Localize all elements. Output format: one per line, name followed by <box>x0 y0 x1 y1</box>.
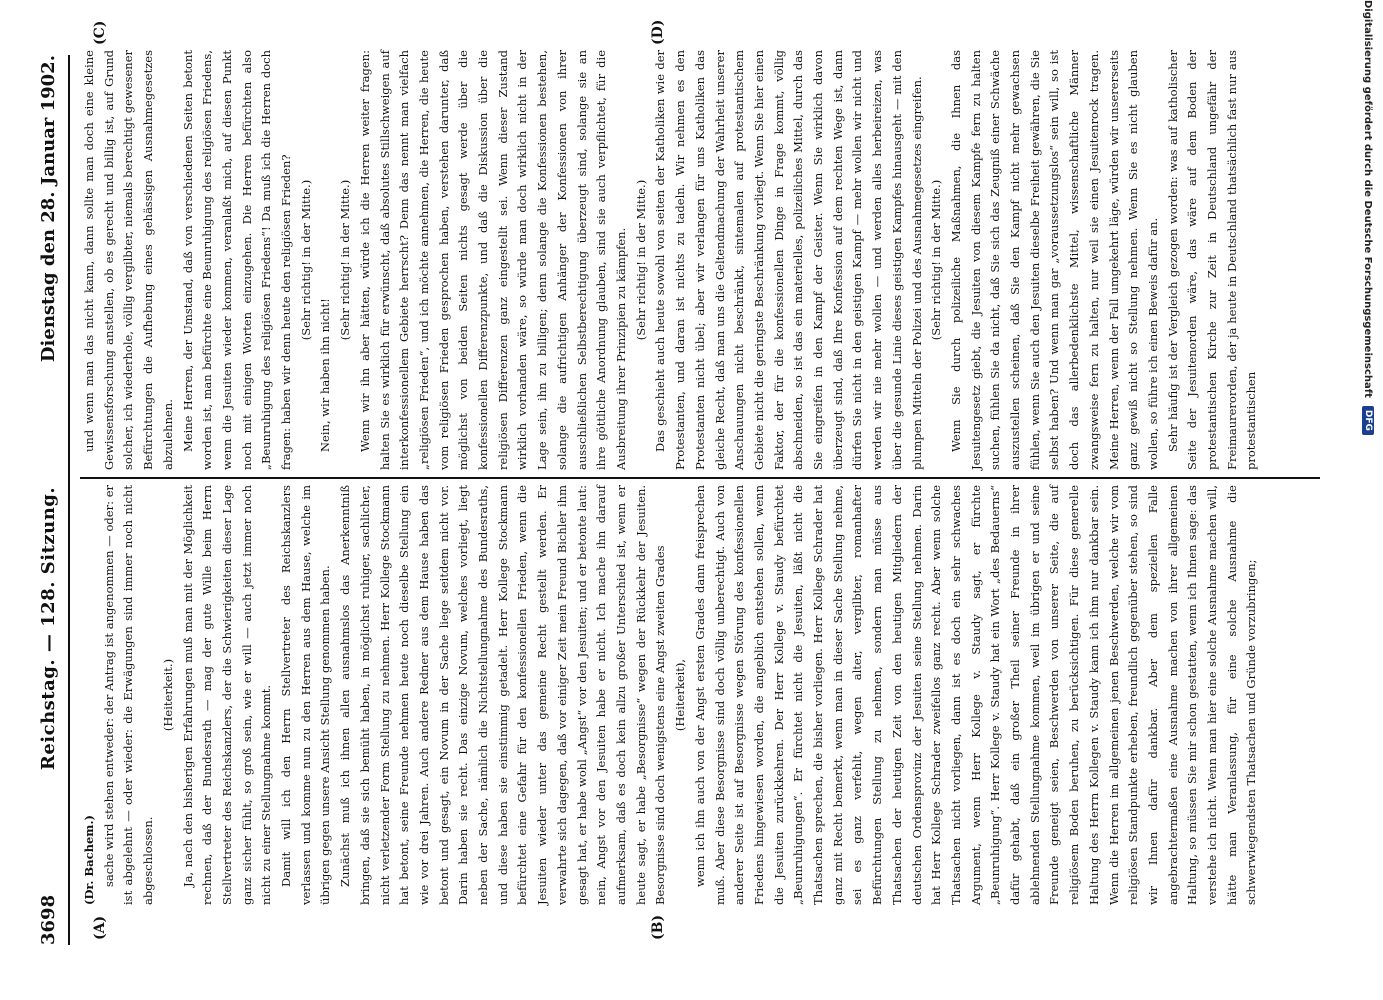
margin-marker-c: (C) <box>92 20 108 45</box>
speaker-name: (Dr. Bachem.) <box>82 815 96 905</box>
interjection: (Heiterkeit), <box>673 658 688 732</box>
page-header <box>38 55 70 945</box>
margin-marker-b: (B) <box>650 914 666 940</box>
credit-text: Digitalisierung gefördert durch die Deutsche Forschungsgemeinschaft <box>1362 0 1374 398</box>
left-column <box>80 485 1280 905</box>
paragraph: Nein, wir haben ihn nicht! <box>318 298 333 452</box>
paragraph: Wenn Sie durch polizeiliche Maßnahmen, die Ihnen das Jesuitengesetz giebt, die Jesuiten von diesem Kampfe fern zu halten suchen, fühlen Sie da nicht, daß Sie sich das Zeugniß einer Schwäche auszustellen scheinen, daß Sie den Kampf nicht mehr gewachsen fühlen, wenn Sie auch den Jesuiten dieselbe Freiheit gewähren, die Sie selbst haben? Und wenn man gar „voraussetzungslos“ sein will, so ist doch das allerbedenklichste Mittel, wissenschaftliche Männer zwangsweise fern zu halten, nur weil sie einen Jesuitenrock tragen. Meine Herren, wenn der Fall umgekehrt läge, würden wir unsererseits ganz gewiß nicht so Stellung nehmen. Wenn Sie es nicht glauben wollen, so führe ich einen Beweis dafür an. <box>948 50 1160 470</box>
paragraph: Meine Herren, der Umstand, daß von verschiedenen Seiten betont worden ist, man befürchte eine Beunruhigung des religiösen Friedens, wenn die Jesuiten wieder kommen, veranlaßt mich, auf diesen Punkt noch mit einigen Worten einzugehen. Die Herren befürchten also „Beunruhigung des religiösen Friedens“! Da muß ich die Herren doch fragen: haben wir denn heute den religiösen Frieden? <box>180 50 294 470</box>
margin-marker-a: (A) <box>92 915 108 940</box>
paragraph: Damit will ich den Herrn Stellvertreter des Reichskanzlers verlassen und komme nun zu den Herren aus dem Hause, welche im übrigen gegen unsere Ansicht Stellung genommen haben. <box>279 485 333 905</box>
margin-marker-d: (D) <box>650 19 666 45</box>
digitization-credit <box>1357 0 1379 1000</box>
paragraph: Sehr häufig ist der Vergleich gezogen worden: was auf katholischer Seite der Jesuitenorden wäre, das wäre auf dem Boden der protestantischen Kirche zur Zeit in Deutschland ungefähr der Freimaurerorden, der ja heute in Deutschland thatsächlich fast nur aus protestantischen <box>1165 50 1259 470</box>
interjection: (Sehr richtig! in der Mitte.) <box>298 179 313 341</box>
dfg-logo: DFG <box>1362 406 1374 435</box>
paragraph: Das geschieht auch heute sowohl von seiten der Katholiken wie der Protestanten, und daran ist nichts zu tadeln. Wir nehmen es den Protestanten nicht übel; aber wir verlangen für uns Katholiken das gleiche Recht, daß man uns die Geltendmachung der Wahrheit unserer Anschauungen nicht beschränkt, sintemalen auf protestantischem Gebiete nicht die geringste Beschränkung vorliegt. Wenn Sie hier einen Faktor, der für die konfessionellen Dinge in Frage kommt, völlig abschneiden, so ist das ein materielles, polizeiliches Mittel, durch das Sie eingreifen in den Kampf der Geister. Wenn Sie wirklich davon überzeugt sind, daß Ihre Konfession auf dem rechten Wege ist, dann dürfen Sie nicht in den geistigen Kampf — mehr wollen wir nicht und werden wir nie mehr wollen — und werden alles herbeireizen, was über die gesunde Linie dieses geistigen Kampfes hinausgeht — mit den plumpen Mitteln der Polizei und des Ausnahmegesetzes eingreifen. <box>653 50 924 470</box>
right-column <box>80 50 1280 470</box>
paragraph: wenn ich ihn auch von der Angst ersten Grades dann freisprechen muß. Aber diese Besorgnisse sind doch völlig unberechtigt. Auch von anderer Seite ist auf Besorgnisse wegen Störung des konfessionellen Friedens hingewiesen worden, die angeblich entstehen sollen, wenn die Jesuiten zurückkehren. Der Herr Kollege v. Staudy befürchtet „Beunruhigungen“. Er fürchtet nicht die Jesuiten, läßt nicht die Thatsachen sprechen, die bisher vorliegen. Herr Kollege Schrader hat ganz mit Recht bemerkt, wenn man in dieser Sache Stellung nehme, sei es ganz verfehlt, wegen alter, vergilbter, romanhafter Befürchtungen Stellung zu nehmen, sondern man müsse aus Thatsachen der heutigen Zeit von den heutigen Mitgliedern der deutschen Ordensprovinz der Jesuiten seine Stellung nehmen. Darin hat Herr Kollege Schrader zweifellos ganz recht. Aber wenn solche Thatsachen nicht vorliegen, dann ist es doch ein sehr schwaches Argument, wenn Herr Kollege v. Staudy sagt, er fürchte „Beunruhigung“. Herr Kollege v. Staudy hat ein Wort „des Bedauerns“ dafür gehabt, daß ein großer Theil seiner Freunde in ihrer ablehnenden Stellungnahme kommen, weil im übrigen er und seine Freunde geneigt seien, Beschwerden von unserer Seite, die auf religiösem Boden beruhen, zu berücksichtigen. Für diese generelle Haltung des Herrn Kollegen v. Staudy kann ich ihm nur dankbar sein. Wenn die Herren im allgemeinen jenen Beschwerden, welche wir vom religiösen Standpunkte erheben, freundlich gegenüber stehen, so sind wir Ihnen dafür dankbar. Aber dem speziellen Falle angebrachtermaßen eine Ausnahme machen von ihrer allgemeinen Haltung, so müssen Sie mir schon gestatten, wenn ich Ihnen sage: das verstehe ich nicht. Wenn man hier eine solche Ausnahme machen will, hätte man Veranlassung, für eine solche Ausnahme die schwerwiegendsten Thatsachen und Gründe vorzubringen; <box>692 485 1259 905</box>
session-title: Reichstag. — 128. Sitzung. <box>38 486 59 771</box>
paragraph: und wenn man das nicht kann, dann sollte man doch eine kleine Gewissensforschung anstellen, ob es gerecht und billig ist, auf Grund solcher, ich wiederhole, völlig vergilbter, niemals berechtigt gewesener Befürchtungen die Aufhebung eines gehässigen Ausnahmegesetzes abzulehnen. <box>82 50 175 470</box>
interjection: (Sehr richtig! in der Mitte.) <box>338 179 353 341</box>
paragraph: Ja, nach den bisherigen Erfahrungen muß man mit der Möglichkeit rechnen, daß der Bundesrath — mag der gute Wille beim Herrn Stellvertreter des Reichskanzlers, der die Schwierigkeiten dieser Lage ganz sicher fühlt, so groß sein, wie er will — auch jetzt immer noch nicht zu einer Stellungnahme kommt. <box>180 485 274 905</box>
paragraph: Wenn wir ihn aber hätten, würde ich die Herren weiter fragen: halten Sie es wirklich für erwünscht, daß absolutes Stillschweigen auf interkonfessionellem Gebiete herrscht? Denn das nennt man vielfach „religiösen Frieden“, und ich möchte annehmen, die Herren, die heute vom religiösen Frieden gesprochen haben, verstehen darunter, daß möglichst von beiden Seiten nichts gesagt werde über die konfessionellen Differenzpunkte, und daß die Diskussion über die religiösen Differenzen ganz eingestellt sei. Wenn dieser Zustand wirklich vorhanden wäre, so würde man doch wirklich nicht in der Lage sein, ihn zu billigen; denn solange die Konfessionen bestehen, solange die aufrichtigen Anhänger der Konfessionen von ihrer ausschließlichen Selbstberechtigung überzeugt sind, solange sie an ihre göttliche Anordnung glauben, sind sie auch verpflichtet, für die Ausbreitung ihrer Prinzipien zu kämpfen. <box>357 50 628 470</box>
paragraph: Zunächst muß ich ihnen allen ausnahmslos das Anerkenntniß bringen, daß sie sich bemüht haben, in möglichst ruhiger, sachlicher, nicht verletzender Form Stellung zu nehmen. Herr Kollege Stockmann hat betont, seine Freunde nehmen heute noch dieselbe Stellung ein wie vor drei Jahren. Auch andere Redner aus dem Hause haben das betont und gesagt, ein Novum in der Sache liege seitdem nicht vor. Darin haben sie recht. Das einzige Novum, welches vorliegt, liegt neben der Sache, nämlich die Nichtstellungnahme des Bundesraths, und diese haben sie einstimmig getadelt. Herr Kollege Stockmann befürchtet eine Gefahr für den konfessionellen Frieden, wenn die Jesuiten wieder unter das gemeine Recht gestellt werden. Er verwahrte sich dagegen, daß vor einiger Zeit mein Freund Bichler ihm gesagt hat, er habe wohl „Angst“ vor den Jesuiten; und er betonte laut: nein, Angst vor den Jesuiten habe er nicht. Ich mache ihn darauf aufmerksam, daß es doch kein allzu großer Unterschied ist, wenn er heute sagt, er habe „Besorgnisse“ wegen der Rückkehr der Jesuiten. Besorgnisse sind doch wenigstens eine Angst zweiten Grades <box>338 485 668 905</box>
interjection: (Sehr richtig! in der Mitte.) <box>633 179 648 341</box>
column-divider <box>80 477 1320 479</box>
interjection: (Heiterkeit.) <box>160 658 175 732</box>
paragraph: sache wird stehen entweder: der Antrag ist angenommen — oder: er ist abgelehnt — oder wieder: die Erwägungen sind immer noch nicht abgeschlossen. <box>101 485 156 905</box>
page-number: 3698 <box>38 894 59 945</box>
session-date: Dienstag den 28. Januar 1902. <box>38 55 59 363</box>
interjection: (Sehr richtig! in der Mitte.) <box>929 179 944 341</box>
